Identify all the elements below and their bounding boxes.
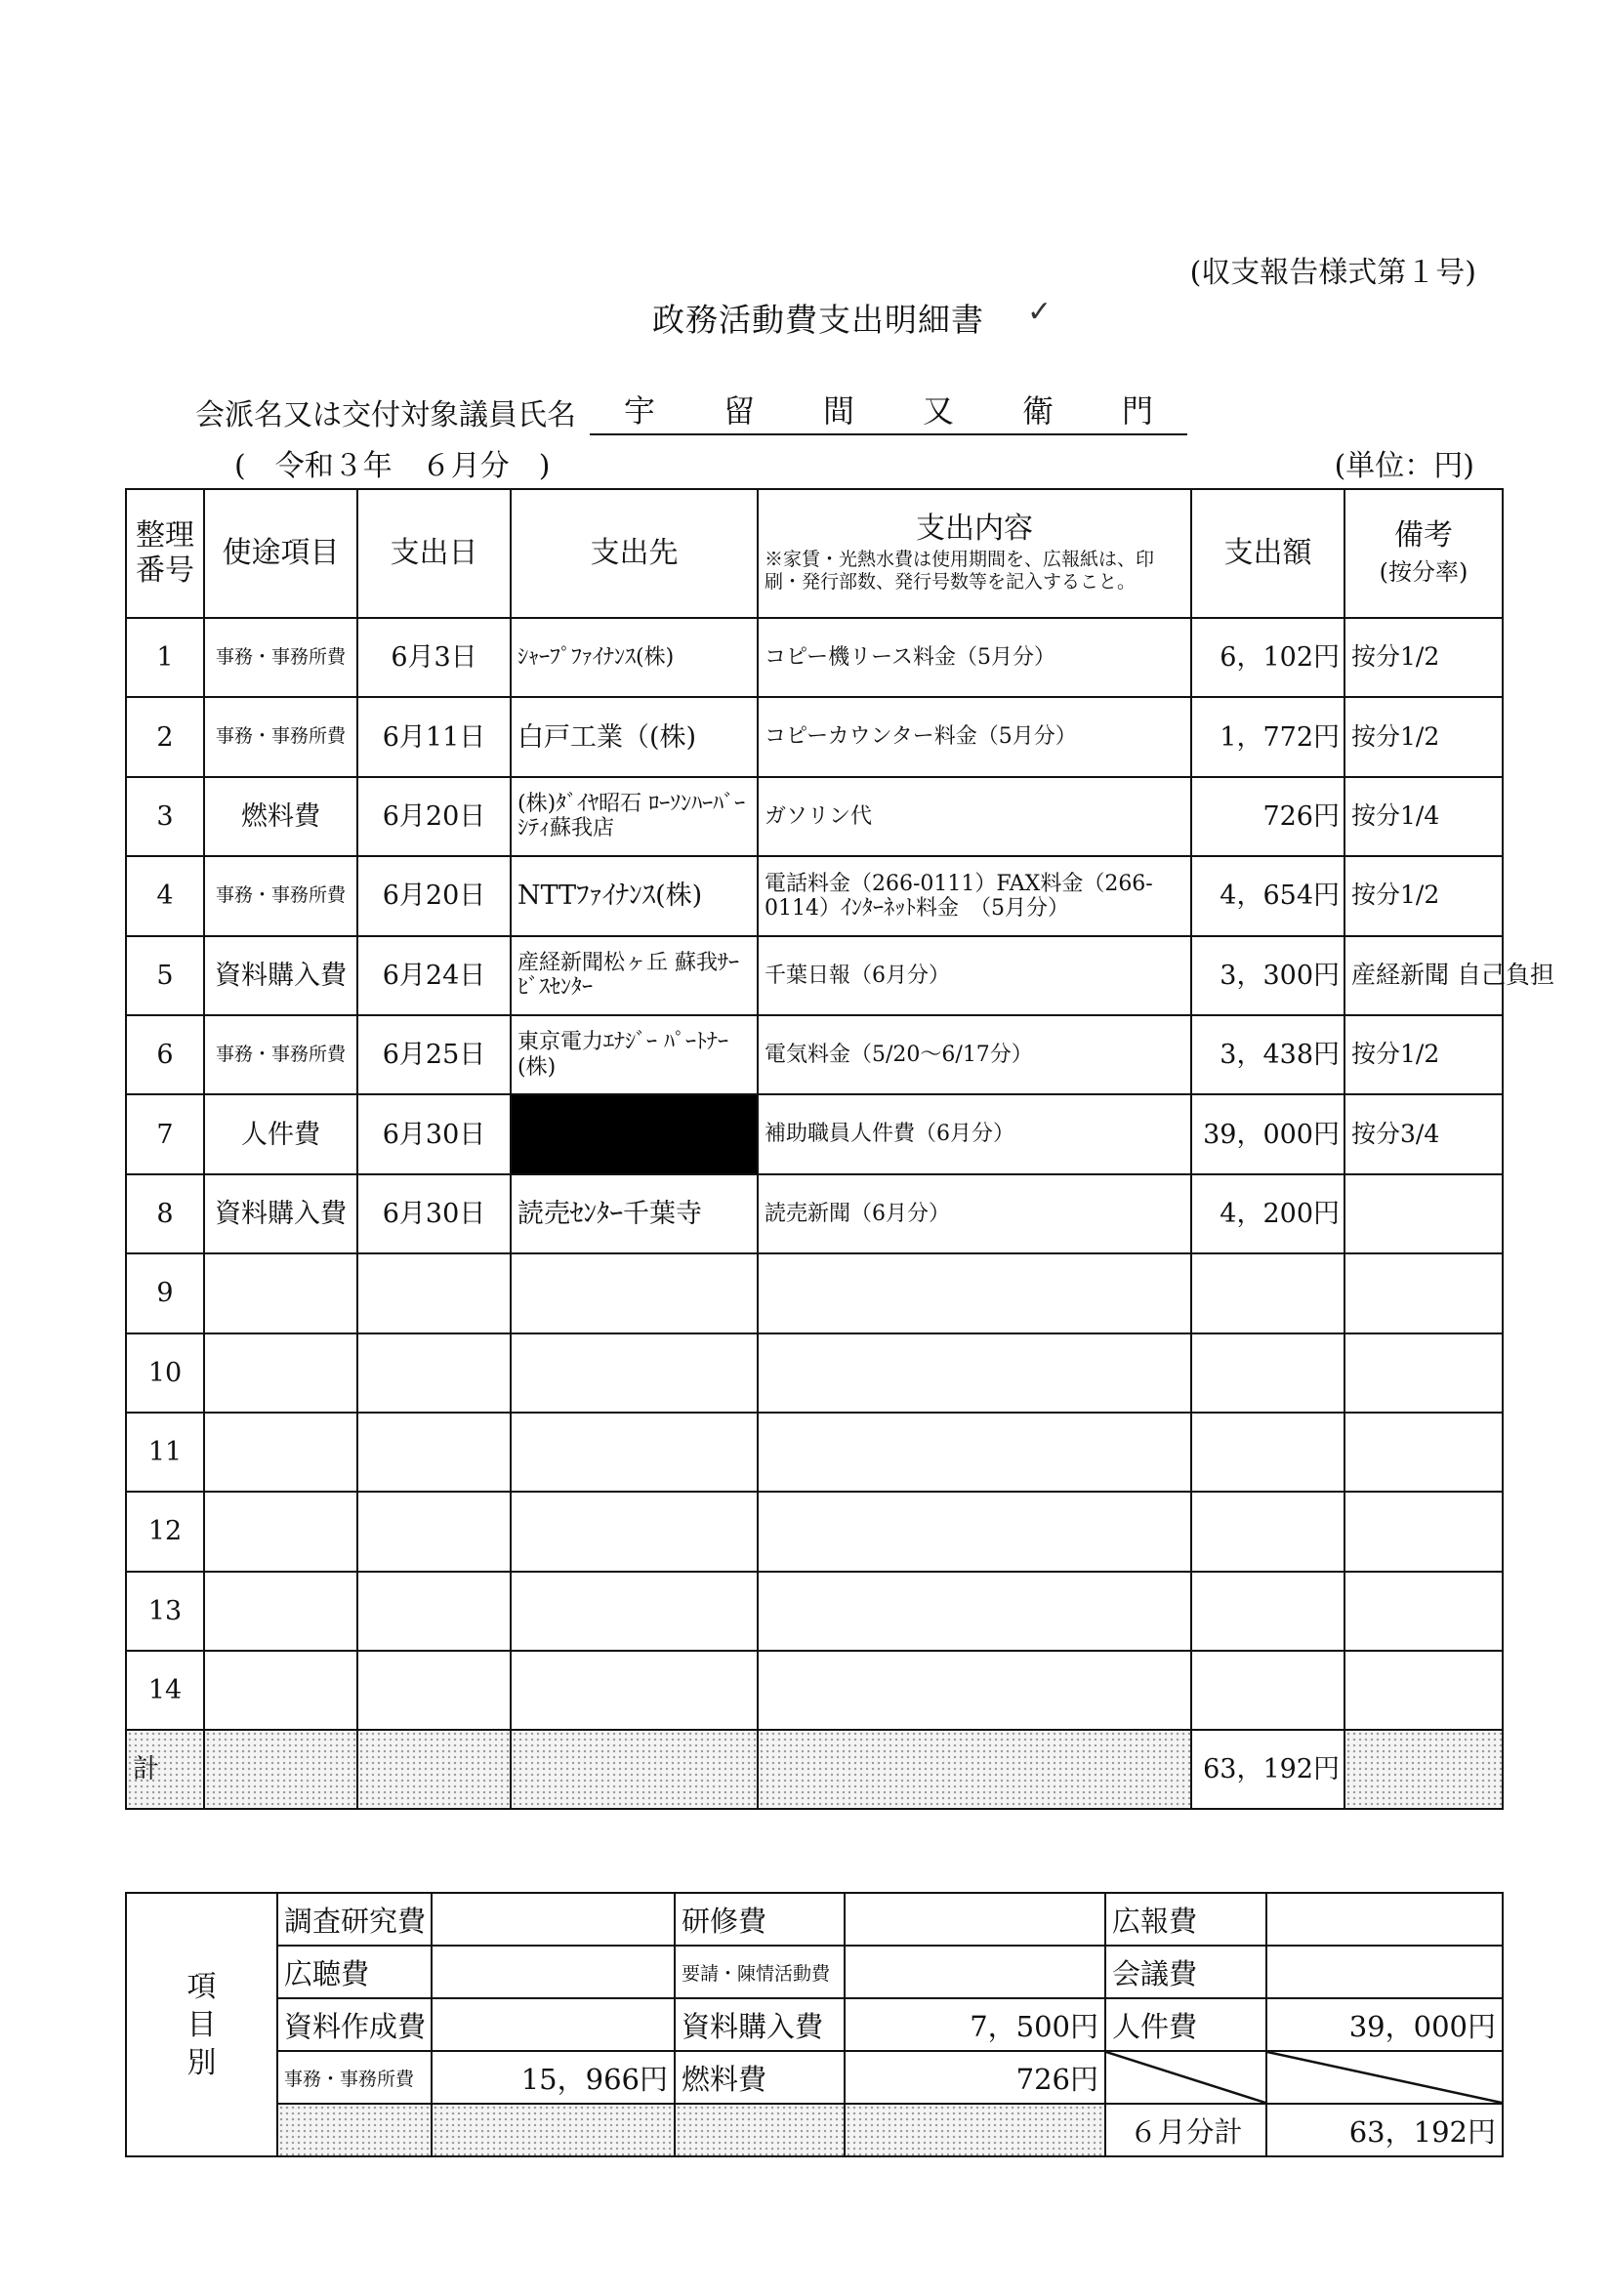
- shaded-cell: [758, 1730, 1191, 1809]
- member-name-char: 衛: [1021, 392, 1054, 430]
- cell-note: 按分1/2: [1344, 856, 1503, 935]
- cell-date: [357, 1492, 511, 1571]
- cell-date: 6月30日: [357, 1174, 511, 1253]
- cell-item: [204, 1572, 357, 1651]
- cell-no: 4: [126, 856, 204, 935]
- category-row: [126, 2051, 1503, 2104]
- category-name: 資料作成費: [277, 1998, 432, 2051]
- cell-item: [204, 1333, 357, 1413]
- category-row: [126, 1998, 1503, 2051]
- cell-amount: [1191, 1253, 1344, 1332]
- table-row: [126, 1333, 1503, 1413]
- member-name-char: 宇: [623, 392, 655, 430]
- category-name: 広聴費: [277, 1946, 432, 1998]
- cell-no: 14: [126, 1651, 204, 1730]
- table-header-row: [126, 489, 1503, 618]
- cell-note: 按分1/2: [1344, 697, 1503, 776]
- cell-content: コピー機リース料金（5月分）: [758, 618, 1191, 697]
- shaded-cell: [277, 2104, 432, 2156]
- cell-payee: [511, 1333, 758, 1413]
- cell-note: 按分3/4: [1344, 1094, 1503, 1173]
- period: ( 令和３年 ６月分 ): [234, 449, 551, 483]
- cell-no: 13: [126, 1572, 204, 1651]
- cell-date: [357, 1413, 511, 1492]
- category-value: 726円: [845, 2051, 1105, 2104]
- cell-content: コピーカウンター料金（5月分）: [758, 697, 1191, 776]
- cell-payee: [511, 1253, 758, 1332]
- table-row: [126, 1492, 1503, 1571]
- cell-amount: 4，200円: [1191, 1174, 1344, 1253]
- diagonal-cell: [1105, 2051, 1266, 2104]
- shaded-cell: [845, 2104, 1105, 2156]
- cell-amount: [1191, 1333, 1344, 1413]
- cell-no: 7: [126, 1094, 204, 1173]
- cell-no: 5: [126, 936, 204, 1015]
- member-name-char: 門: [1121, 392, 1153, 430]
- table-row: [126, 856, 1503, 935]
- total-amount: 63，192円: [1191, 1730, 1344, 1809]
- category-value: [432, 1893, 675, 1946]
- cell-note: 按分1/4: [1344, 777, 1503, 856]
- cell-amount: 4，654円: [1191, 856, 1344, 935]
- cell-payee: [511, 1094, 758, 1173]
- cell-item: [204, 1651, 357, 1730]
- table-row: [126, 936, 1503, 1015]
- cell-date: 6月24日: [357, 936, 511, 1015]
- category-name: 要請・陳情活動費: [675, 1946, 845, 1998]
- table-row: [126, 1174, 1503, 1253]
- cell-amount: 1，772円: [1191, 697, 1344, 776]
- cell-content: [758, 1492, 1191, 1571]
- member-name-char: 又: [922, 392, 954, 430]
- category-name: 資料購入費: [675, 1998, 845, 2051]
- table-row: [126, 1413, 1503, 1492]
- category-value: [1266, 1946, 1503, 1998]
- cell-content: 電話料金（266-0111）FAX料金（266-0114）ｲﾝﾀｰﾈｯﾄ料金 （5月分）: [758, 856, 1191, 935]
- cell-item: 燃料費: [204, 777, 357, 856]
- cell-content: 読売新聞（6月分）: [758, 1174, 1191, 1253]
- header-no: 整理 番号: [126, 489, 204, 618]
- header-note-title: 備考: [1394, 518, 1453, 553]
- cell-item: [204, 1413, 357, 1492]
- category-row: [126, 1946, 1503, 1998]
- cell-note: [1344, 1333, 1503, 1413]
- cell-payee: NTTﾌｧｲﾅﾝｽ(株): [511, 856, 758, 935]
- cell-payee: [511, 1413, 758, 1492]
- cell-no: 2: [126, 697, 204, 776]
- cell-content: ガソリン代: [758, 777, 1191, 856]
- cell-payee: 東京電力ｴﾅｼﾞｰ ﾊﾟｰﾄﾅｰ(株): [511, 1015, 758, 1094]
- cell-content: 千葉日報（6月分）: [758, 936, 1191, 1015]
- member-name-char: 間: [822, 392, 854, 430]
- cell-payee: 白戸工業（(株): [511, 697, 758, 776]
- shaded-cell: [204, 1730, 357, 1809]
- table-row: [126, 1572, 1503, 1651]
- cell-content: [758, 1572, 1191, 1651]
- cell-date: 6月30日: [357, 1094, 511, 1173]
- form-code: (収支報告様式第１号): [1189, 256, 1476, 290]
- header-item: 使途項目: [204, 489, 357, 618]
- table-row: [126, 697, 1503, 776]
- shaded-cell: [357, 1730, 511, 1809]
- cell-item: 事務・事務所費: [204, 856, 357, 935]
- diagonal-cell: [1266, 2051, 1503, 2104]
- member-label: 会派名又は交付対象議員氏名: [195, 398, 576, 432]
- cell-content: 補助職員人件費（6月分）: [758, 1094, 1191, 1173]
- cell-date: 6月20日: [357, 777, 511, 856]
- cell-item: 事務・事務所費: [204, 1015, 357, 1094]
- cell-note: [1344, 1253, 1503, 1332]
- cell-content: [758, 1333, 1191, 1413]
- cell-amount: 6，102円: [1191, 618, 1344, 697]
- cell-payee: (株)ﾀﾞｲﾔ昭石 ﾛｰｿﾝﾊｰﾊﾞｰｼﾃｨ蘇我店: [511, 777, 758, 856]
- cell-payee: ｼｬｰﾌﾟﾌｧｲﾅﾝｽ(株): [511, 618, 758, 697]
- cell-no: 8: [126, 1174, 204, 1253]
- category-name: 調査研究費: [277, 1893, 432, 1946]
- expense-table: [125, 488, 1554, 1810]
- unit-label: (単位：円): [1334, 449, 1474, 483]
- cell-no: 1: [126, 618, 204, 697]
- category-value: 15，966円: [432, 2051, 675, 2104]
- cell-content: [758, 1651, 1191, 1730]
- cell-payee: [511, 1572, 758, 1651]
- header-content-note: ※家賃・光熱水費は使用期間を、広報紙は、印刷・発行部数、発行号数等を記入すること。: [765, 548, 1155, 594]
- cell-payee: 産経新聞松ヶ丘 蘇我ｻｰﾋﾞｽｾﾝﾀｰ: [511, 936, 758, 1015]
- cell-no: 10: [126, 1333, 204, 1413]
- cell-item: 事務・事務所費: [204, 618, 357, 697]
- cell-no: 3: [126, 777, 204, 856]
- cell-payee: 読売ｾﾝﾀｰ千葉寺: [511, 1174, 758, 1253]
- category-row: [126, 1893, 1503, 1946]
- cell-date: [357, 1572, 511, 1651]
- shaded-cell: [432, 2104, 675, 2156]
- cell-date: 6月11日: [357, 697, 511, 776]
- cell-content: 電気料金（5/20～6/17分）: [758, 1015, 1191, 1094]
- cell-note: [1344, 1413, 1503, 1492]
- cell-no: 11: [126, 1413, 204, 1492]
- cell-item: 事務・事務所費: [204, 697, 357, 776]
- cell-content: [758, 1253, 1191, 1332]
- cell-date: 6月25日: [357, 1015, 511, 1094]
- document-title: 政務活動費支出明細書: [652, 301, 984, 339]
- cell-amount: [1191, 1572, 1344, 1651]
- header-content: [758, 489, 1191, 618]
- header-note: [1344, 489, 1503, 618]
- cell-item: [204, 1253, 357, 1332]
- cell-note: 産経新聞 自己負担: [1344, 936, 1503, 1015]
- table-row: [126, 1253, 1503, 1332]
- shaded-cell: [675, 2104, 845, 2156]
- cell-note: 按分1/2: [1344, 1015, 1503, 1094]
- cell-note: [1344, 1174, 1503, 1253]
- category-value: 7，500円: [845, 1998, 1105, 2051]
- cell-amount: [1191, 1492, 1344, 1571]
- category-side-label: 項 目 別: [126, 1893, 277, 2156]
- shaded-cell: [1344, 1730, 1503, 1809]
- cell-note: [1344, 1651, 1503, 1730]
- category-value: [845, 1946, 1105, 1998]
- total-label: 計: [126, 1730, 204, 1809]
- category-value: [432, 1946, 675, 1998]
- cell-amount: 39，000円: [1191, 1094, 1344, 1173]
- cell-item: [204, 1492, 357, 1571]
- table-row: [126, 1651, 1503, 1730]
- category-value: 39，000円: [1266, 1998, 1503, 2051]
- cell-item: 資料購入費: [204, 936, 357, 1015]
- header-content-title: 支出内容: [916, 512, 1033, 546]
- cell-item: 資料購入費: [204, 1174, 357, 1253]
- cell-content: [758, 1413, 1191, 1492]
- category-name: 燃料費: [675, 2051, 845, 2104]
- cell-amount: [1191, 1413, 1344, 1492]
- category-name: 人件費: [1105, 1998, 1266, 2051]
- month-total-label: ６月分計: [1105, 2104, 1266, 2156]
- cell-date: 6月3日: [357, 618, 511, 697]
- table-row: [126, 1015, 1503, 1094]
- cell-amount: 726円: [1191, 777, 1344, 856]
- category-value: [432, 1998, 675, 2051]
- category-name: 広報費: [1105, 1893, 1266, 1946]
- total-row: [126, 1730, 1503, 1809]
- cell-note: [1344, 1492, 1503, 1571]
- header-payee: 支出先: [511, 489, 758, 618]
- cell-no: 6: [126, 1015, 204, 1094]
- cell-amount: 3，438円: [1191, 1015, 1344, 1094]
- table-row: [126, 618, 1503, 697]
- member-name: [590, 387, 1187, 435]
- cell-no: 9: [126, 1253, 204, 1332]
- table-row: [126, 777, 1503, 856]
- cell-payee: [511, 1492, 758, 1571]
- category-value: [845, 1893, 1105, 1946]
- cell-date: 6月20日: [357, 856, 511, 935]
- shaded-cell: [511, 1730, 758, 1809]
- category-name: 事務・事務所費: [277, 2051, 432, 2104]
- category-total-row: [126, 2104, 1503, 2156]
- cell-date: [357, 1333, 511, 1413]
- cell-date: [357, 1651, 511, 1730]
- cell-payee: [511, 1651, 758, 1730]
- header-note-sub: (按分率): [1379, 558, 1468, 586]
- cell-date: [357, 1253, 511, 1332]
- member-name-char: 留: [723, 392, 755, 430]
- category-name: 会議費: [1105, 1946, 1266, 1998]
- cell-note: 按分1/2: [1344, 618, 1503, 697]
- cell-item: 人件費: [204, 1094, 357, 1173]
- cell-note: [1344, 1572, 1503, 1651]
- month-total-value: 63，192円: [1266, 2104, 1503, 2156]
- cell-no: 12: [126, 1492, 204, 1571]
- category-value: [1266, 1893, 1503, 1946]
- check-mark-icon: ✓: [1027, 295, 1053, 329]
- category-table: [125, 1892, 1504, 2157]
- cell-amount: [1191, 1651, 1344, 1730]
- category-name: 研修費: [675, 1893, 845, 1946]
- cell-amount: 3，300円: [1191, 936, 1344, 1015]
- table-row: [126, 1094, 1503, 1173]
- header-amount: 支出額: [1191, 489, 1344, 618]
- header-date: 支出日: [357, 489, 511, 618]
